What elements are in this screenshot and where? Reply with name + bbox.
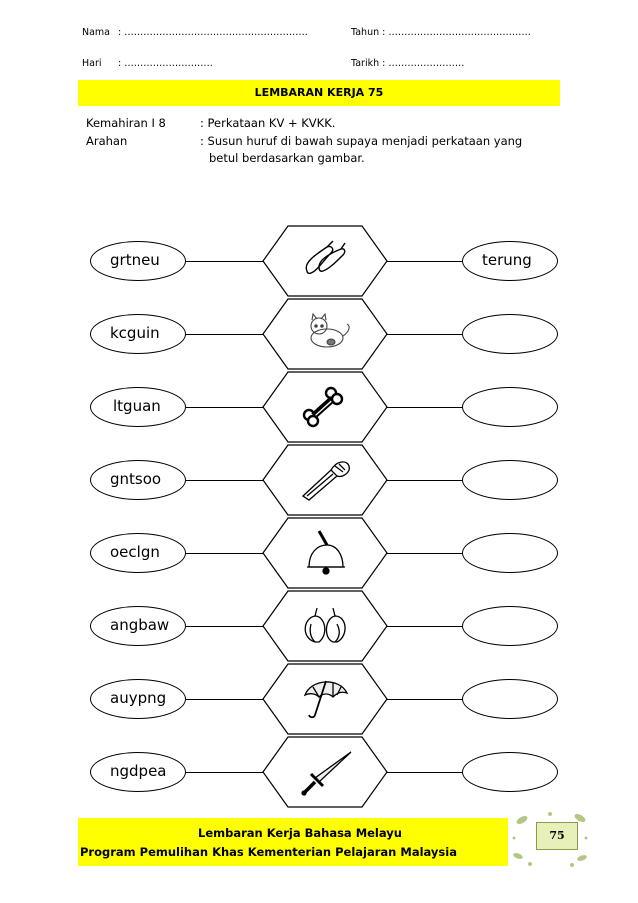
kemahiran-value: : Perkataan KV + KVKK. (200, 116, 336, 130)
answer-oval[interactable] (462, 679, 558, 719)
worksheet-title: LEMBARAN KERJA 75 (78, 80, 560, 106)
picture-hexagon (262, 444, 388, 516)
answer-oval[interactable] (462, 752, 558, 792)
answer-oval[interactable] (462, 606, 558, 646)
tarikh-field[interactable]: Tarikh : …………………… (351, 58, 465, 69)
hari-label: Hari (82, 58, 102, 69)
arahan-value: : Susun huruf di bawah supaya menjadi perkataan yang (200, 134, 523, 148)
nama-label: Nama (82, 27, 111, 38)
page-number-badge: 75 (536, 822, 578, 850)
tahun-field[interactable]: Tahun : ……………………………………… (351, 27, 531, 38)
hari-field[interactable]: : ………………………. (118, 58, 213, 69)
footer-line-2: Program Pemulihan Khas Kementerian Pelajaran Malaysia (80, 845, 457, 859)
kemahiran-label: Kemahiran I 8 (86, 116, 166, 130)
answer-oval[interactable] (462, 533, 558, 573)
scrambled-word: ngdpea (110, 762, 167, 780)
arahan-label: Arahan (86, 134, 128, 148)
arahan-value-cont: betul berdasarkan gambar. (209, 151, 365, 165)
answer-oval[interactable] (462, 314, 558, 354)
picture-hexagon (262, 225, 388, 297)
picture-hexagon (262, 298, 388, 370)
scrambled-word: oeclgn (110, 543, 160, 561)
footer-line-1: Lembaran Kerja Bahasa Melayu (198, 826, 402, 840)
answer-word: terung (482, 251, 532, 269)
nama-field[interactable]: : …………………………………………………. (118, 27, 308, 38)
picture-hexagon (262, 590, 388, 662)
scrambled-word: kcguin (110, 324, 160, 342)
answer-oval[interactable] (462, 387, 558, 427)
answer-oval[interactable] (462, 460, 558, 500)
scrambled-word: auypng (110, 689, 167, 707)
picture-hexagon (262, 517, 388, 589)
picture-hexagon (262, 371, 388, 443)
scrambled-word: gntsoo (110, 470, 162, 488)
scrambled-word: ltguan (113, 397, 161, 415)
scrambled-word: angbaw (110, 616, 170, 634)
scrambled-word: grtneu (110, 251, 160, 269)
picture-hexagon (262, 663, 388, 735)
footer-banner (78, 818, 508, 866)
picture-hexagon (262, 736, 388, 808)
